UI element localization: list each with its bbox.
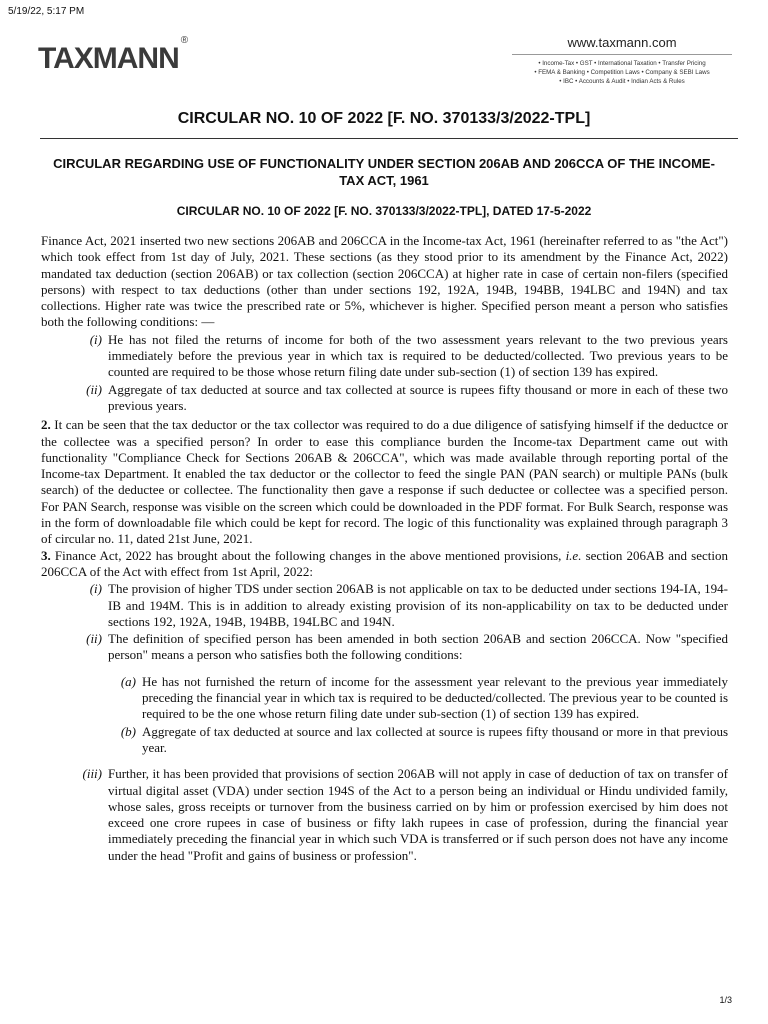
practice-areas-line: • FEMA & Banking • Competition Laws • Company & SEBI Laws: [534, 69, 710, 76]
circular-dated-line: CIRCULAR NO. 10 OF 2022 [F. NO. 370133/3/2022-TPL], DATED 17-5-2022: [176, 204, 592, 218]
list-item: [41, 766, 728, 864]
list-marker: (a): [120, 673, 136, 689]
practice-areas-line: • Income-Tax • GST • International Taxation • Transfer Pricing: [538, 60, 706, 67]
title-divider: [40, 138, 738, 139]
list-marker: (b): [120, 723, 136, 739]
paragraph-number: 2.: [41, 417, 51, 433]
paragraph-3: 3. Finance Act, 2022 has brought about the following changes in the above mentioned provisions, i.e. section 206AB and section 206CCA of the Act with effect from 1st April, 2022:: [41, 547, 728, 579]
list-item-text: He has not filed the returns of income for both of the two assessment years relevant to the two previous years immediately before the previous year in which tax is required to be deducted/collected. Two previous years to be counted are required to be those whose return filing date under sub-section (1) of section 139 has expired.: [108, 331, 728, 380]
practice-areas: [512, 59, 732, 86]
taxmann-logo: [38, 35, 188, 76]
list-item-text: Further, it has been provided that provisions of section 206AB will not apply in case of deduction of tax on transfer of virtual digital asset (VDA) under section 194S of the Act to a person being an individual or Hindu undivided family, whose sales, gross receipts or turnover from the business carried on by him or profession exercised by him does not exceed one crore rupees in case of business or fifty lakh rupees in case of profession, during the financial year immediately preceding the financial year in which such VDA is transferred or if such person does not have any income under the head "Profit and gains of business or profession".: [108, 766, 728, 863]
list-item-text: He has not furnished the return of income for the assessment year relevant to the previous year immediately preceding the financial year in which tax is required to be deducted/collected. The previous year to be counted is required to be the one whose return filing date under sub-section (1) of section 139 has expired.: [142, 673, 728, 722]
list-item-text: Aggregate of tax deducted at source and lax collected at source is rupees fifty thousand or more in that previous year.: [142, 723, 728, 755]
registered-mark: ®: [180, 35, 188, 46]
list-marker: (iii): [82, 766, 102, 782]
intro-paragraph: Finance Act, 2021 inserted two new sections 206AB and 206CCA in the Income-tax Act, 1961 (hereinafter referred to as "the Act") which took effect from 1st day of July, 2021. These sections (as they stood prior to its amendment by the Finance Act, 2022) mandated tax deduction (section 206AB) or tax collection (section 206CCA) at higher rate in case of certain non-filers (specified persons) with respect to tax deductions (other than under sections 192, 192A, 194B, 194BB, 194LBC and 194N) and tax collections. Higher rate was twice the prescribed rate or 5%, whichever is higher. Specified person meant a person who satisfies both the following conditions: —: [41, 233, 728, 330]
list-item-text: The definition of specified person has been amended in both section 206AB and section 206CCA. Now "specified person" means a person who satisfies both the following conditions:: [108, 631, 728, 663]
brand-divider: [512, 54, 732, 55]
page-number: 1/3: [719, 995, 732, 1005]
website-link[interactable]: www.taxmann.com: [567, 35, 677, 50]
list-item: [41, 581, 728, 630]
list-marker: (ii): [86, 381, 102, 397]
list-item-text: Aggregate of tax deducted at source and tax collected at source is rupees fifty thousand or more in each of these two previous years.: [108, 381, 728, 413]
print-timestamp: 5/19/22, 5:17 PM: [8, 6, 85, 17]
circular-body: [41, 233, 728, 865]
list-marker: (ii): [86, 631, 102, 647]
paragraph-number: 3.: [41, 547, 51, 563]
list-item: [41, 631, 728, 664]
practice-areas-line: • IBC • Accounts & Audit • Indian Acts & Rules: [559, 78, 685, 85]
list-marker: (i): [89, 331, 102, 347]
sub-list-item: [41, 674, 728, 723]
circular-subtitle: CIRCULAR REGARDING USE OF FUNCTIONALITY UNDER SECTION 206AB AND 206CCA OF THE INCOME-TAX ACT, 1961: [53, 156, 715, 188]
logo-text: TAXMANN: [38, 42, 179, 75]
list-item: [41, 332, 728, 381]
brand-box: [512, 35, 732, 86]
sub-list-item: [41, 724, 728, 757]
list-marker: (i): [89, 581, 102, 597]
circular-title: CIRCULAR NO. 10 OF 2022 [F. NO. 370133/3/2022-TPL]: [177, 110, 591, 127]
list-item: [41, 382, 728, 415]
paragraph-2: 2. It can be seen that the tax deductor or the tax collector was required to do a due diligence of satisfying himself if the deductce or the collectee was a specified person? In order to ease this compliance burden the Income-tax Department came out with functionality "Compliance Check for Sections 206AB & 206CCA", which was made available through reporting portal of the Income-tax Department. It enabled the tax deductor or the collector to feed the single PAN (PAN search) or multiple PANs (bulk search) of the deductee or collectee. The functionality then gave a response if such deductee or collectee was a specified person. For PAN Search, response was visible on the screen which could be downloaded in the PDF format. For Bulk Search, response was in the form of downloadable file which could be kept for record. The logic of this functionality was explained through paragraph 3 of circular no. 11, dated 21st June, 2021.: [41, 417, 728, 547]
list-item-text: The provision of higher TDS under section 206AB is not applicable on tax to be deducted under sections 194-IA, 194-IB and 194M. This is in addition to already existing provision of its non-applicability on tax to be deducted under sections 192, 192A, 194B, 194BB, 194LBC and 194N.: [108, 581, 728, 629]
